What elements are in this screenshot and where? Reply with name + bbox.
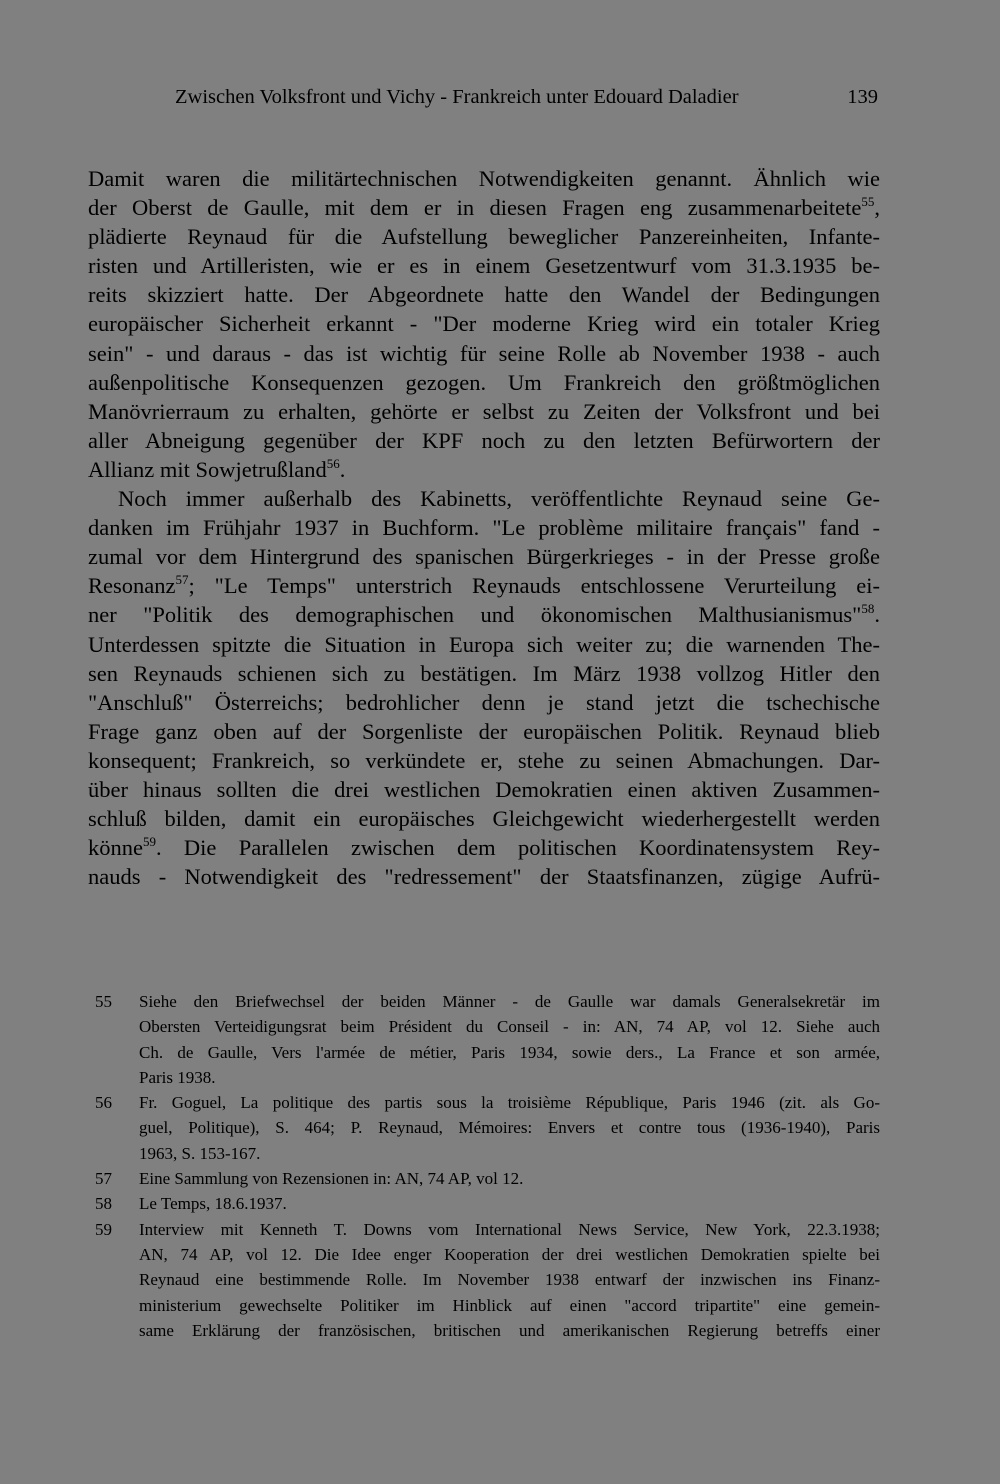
text-line: Allianz mit Sowjetrußland$^{56}$. [88, 455, 346, 482]
footnotes [88, 989, 880, 1343]
footnote-55 [88, 989, 880, 1090]
text-line: plädierte Reynaud für die Aufstellung beweglicher Panzereinheiten, Infante- [88, 224, 880, 250]
text-line: danken im Frühjahr 1937 in Buchform. "Le problème militaire français" fand - [88, 515, 880, 541]
text-line: Frage ganz oben auf der Sorgenliste der europäischen Politik. Reynaud blieb [88, 718, 880, 744]
text-line: sein" - und daraus - das ist wichtig für seine Rolle ab November 1938 - auch [88, 340, 880, 366]
text-line: Unterdessen spitzte die Situation in Europa sich weiter zu; die warnenden The- [88, 631, 880, 657]
text-line: europäischer Sicherheit erkannt - "Der moderne Krieg wird ein totaler Krieg [88, 311, 880, 337]
footnote-number: 56 [95, 1093, 112, 1113]
running-head [88, 82, 880, 112]
footnote-line: Le Temps, 18.6.1937. [139, 1194, 287, 1214]
running-head-title: Zwischen Volksfront und Vichy - Frankreich unter Edouard Daladier [175, 86, 739, 108]
footnote-line: Interview mit Kenneth T. Downs vom International News Service, New York, 22.3.1938; [139, 1219, 880, 1239]
footnote-ref[interactable]: 58 [861, 601, 875, 617]
text-line: konsequent; Frankreich, so verkündete er, stehe zu seinen Abmachungen. Dar- [88, 747, 880, 773]
text-line: Manövrierraum zu erhalten, gehörte er selbst zu Zeiten der Volksfront und bei [88, 398, 880, 424]
footnote-line: Siehe den Briefwechsel der beiden Männer - de Gaulle war damals Generalsekretär im [139, 992, 880, 1011]
text-line: reits skizziert hatte. Der Abgeordnete hatte den Wandel der Bedingungen [88, 282, 880, 308]
text-line: Noch immer außerhalb des Kabinetts, veröffentlichte Reynaud seine Ge- [118, 486, 880, 512]
footnote-57 [88, 1166, 880, 1191]
main-text [88, 164, 880, 891]
footnote-number: 59 [95, 1219, 112, 1239]
text-line: "Anschluß" Österreichs; bedrohlicher denn je stand jetzt die tschechische [88, 689, 880, 715]
footnote-line: Ch. de Gaulle, Vers l'armée de métier, Paris 1934, sowie ders., La France et son armée, [139, 1042, 880, 1062]
footnote-line: Reynaud eine bestimmende Rolle. Im November 1938 entwarf der inzwischen ins Finanz- [139, 1270, 880, 1290]
text-line: über hinaus sollten die drei westlichen Demokratien einen aktiven Zusammen- [88, 776, 880, 802]
text-line: der Oberst de Gaulle, mit dem er in diesen Fragen eng zusammenarbeitete$^{55}$, [88, 194, 880, 221]
text-line: Damit waren die militärtechnischen Notwendigkeiten genannt. Ähnlich wie [88, 166, 880, 191]
footnote-line: Paris 1938. [139, 1067, 216, 1087]
footnote-line: ministerium gewechselte Politiker im Hinblick auf einen "accord tripartite" eine gemein- [139, 1295, 880, 1315]
paragraph-2 [88, 484, 880, 891]
text-line: zumal vor dem Hintergrund des spanischen Bürgerkrieges - in der Presse große [88, 544, 880, 570]
footnote-line: Obersten Verteidigungsrat beim Président du Conseil - in: AN, 74 AP, vol 12. Siehe auch [139, 1017, 880, 1037]
footnote-ref[interactable]: 55 [861, 194, 875, 210]
footnote-56 [88, 1090, 880, 1166]
footnote-line: same Erklärung der französischen, britischen und amerikanischen Regierung betreffs einer [139, 1320, 880, 1340]
footnote-58 [88, 1191, 880, 1216]
footnote-ref[interactable]: 57 [175, 572, 189, 588]
footnote-line: AN, 74 AP, vol 12. Die Idee enger Kooperation der drei westlichen Demokratien spielte bei [139, 1244, 880, 1264]
text-line: schluß bilden, damit ein europäisches Gleichgewicht wiederhergestellt werden [88, 806, 880, 832]
footnote-line: 1963, S. 153-167. [139, 1143, 261, 1163]
footnote-number: 55 [95, 992, 112, 1011]
footnote-line: Fr. Goguel, La politique des partis sous la troisième République, Paris 1946 (zit. als Go- [139, 1093, 880, 1113]
text-line: nauds - Notwendigkeit des "redressement" der Staatsfinanzen, zügige Aufrü- [88, 864, 880, 890]
footnote-ref[interactable]: 59 [143, 834, 156, 850]
footnote-ref[interactable]: 56 [326, 455, 340, 471]
text-line: könne$^{59}$. Die Parallelen zwischen dem politischen Koordinatensystem Rey- [88, 834, 880, 861]
footnote-59 [88, 1217, 880, 1343]
footnote-number: 58 [95, 1194, 112, 1214]
text-line: außenpolitische Konsequenzen gezogen. Um Frankreich den größtmöglichen [88, 369, 880, 395]
text-line: Resonanz$^{57}$; "Le Temps" unterstrich Reynauds entschlossene Verurteilung ei- [88, 572, 880, 599]
page-number: 139 [847, 86, 878, 108]
text-line: ner "Politik des demographischen und ökonomischen Malthusianismus"$^{58}$. [88, 601, 880, 628]
text-line: sen Reynauds schienen sich zu bestätigen. Im März 1938 vollzog Hitler den [88, 660, 880, 686]
footnote-line: guel, Politique), S. 464; P. Reynaud, Mémoires: Envers et contre tous (1936-1940), Paris [139, 1118, 880, 1138]
text-line: risten und Artilleristen, wie er es in einem Gesetzentwurf vom 31.3.1935 be- [88, 253, 880, 279]
text-line: aller Abneigung gegenüber der KPF noch zu den letzten Befürwortern der [88, 427, 880, 453]
footnote-line: Eine Sammlung von Rezensionen in: AN, 74 AP, vol 12. [139, 1169, 524, 1189]
footnote-number: 57 [95, 1169, 112, 1189]
paragraph-1 [88, 164, 880, 484]
